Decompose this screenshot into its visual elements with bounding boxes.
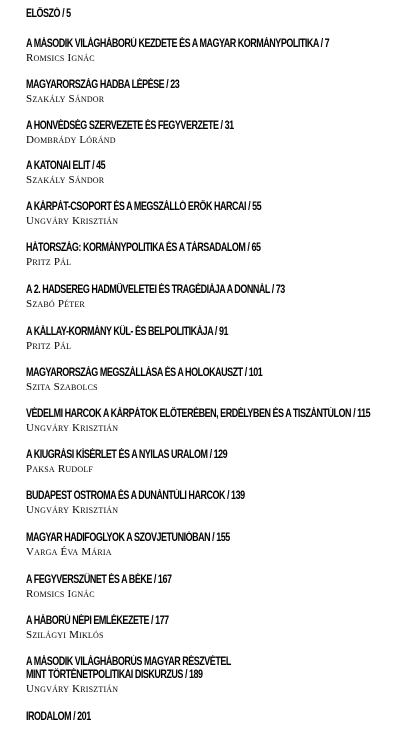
toc-entry: [26, 242, 406, 269]
toc-entry-author: Dombrády Lóránd: [26, 134, 116, 146]
toc-entry-author: Romsics Ignác: [26, 588, 95, 600]
toc-entry: [26, 79, 406, 106]
toc-entry-author: Szabó Péter: [26, 298, 85, 310]
toc-entry-title: A KÁRPÁT-CSOPORT ÉS A MEGSZÁLLÓ ERŐK HARCAI / 55: [26, 201, 262, 213]
toc-entry: [26, 38, 406, 65]
toc-entry-title: A HÁBORÚ NÉPI EMLÉKEZETE / 177: [26, 615, 169, 627]
toc-entry-title: VÉDELMI HARCOK A KÁRPÁTOK ELŐTERÉBEN, ERDÉLYBEN ÉS A TISZÁNTÚLON / 115: [26, 408, 371, 420]
toc-entry-title: ELŐSZÓ / 5: [26, 8, 71, 20]
toc-entry-title: IRODALOM / 201: [26, 711, 91, 723]
toc-entry-author: Szilágyi Miklós: [26, 629, 104, 641]
toc-entry: [26, 8, 406, 21]
toc-entry-author: Romsics Ignác: [26, 52, 95, 64]
toc-entry-author: Pritz Pál: [26, 256, 72, 268]
toc-entry-author: Szita Szabolcs: [26, 381, 98, 393]
toc-entry: [26, 120, 406, 147]
toc-entry: [26, 284, 406, 311]
toc-entry-author: Varga Éva Mária: [26, 546, 112, 558]
toc-entry-title: A KATONAI ELIT / 45: [26, 160, 106, 172]
toc-entry-title: MAGYARORSZÁG MEGSZÁLLÁSA ÉS A HOLOKAUSZT / 101: [26, 367, 263, 379]
toc-entry-author: Szakály Sándor: [26, 93, 105, 105]
toc-entry: [26, 490, 406, 517]
toc-entry-title: BUDAPEST OSTROMA ÉS A DUNÁNTÚLI HARCOK / 139: [26, 490, 245, 502]
toc-entry-author: Ungváry Krisztián: [26, 422, 119, 434]
toc-entry-title: A FEGYVERSZÜNET ÉS A BÉKE / 167: [26, 574, 172, 586]
toc-entry: [26, 449, 406, 476]
toc-entry-title: MAGYAR HADIFOGLYOK A SZOVJETUNIÓBAN / 155: [26, 532, 230, 544]
toc-entry-author: Paksa Rudolf: [26, 463, 94, 475]
toc-entry: [26, 574, 406, 601]
toc-entry-author: Ungváry Krisztián: [26, 504, 119, 516]
toc-entry: [26, 615, 406, 642]
toc-entry: [26, 367, 406, 394]
toc-entry: [26, 326, 406, 353]
toc-entry: [26, 532, 406, 559]
toc-entry: [26, 656, 406, 696]
toc-entry-author: Szakály Sándor: [26, 174, 105, 186]
toc-entry-title: A KIUGRÁSI KÍSÉRLET ÉS A NYILAS URALOM / 129: [26, 449, 228, 461]
toc-entry: [26, 201, 406, 228]
toc-entry: [26, 408, 406, 435]
toc-entry: [26, 711, 406, 724]
toc-entry-author: Ungváry Krisztián: [26, 215, 119, 227]
toc-entry-title: A HONVÉDSÉG SZERVEZETE ÉS FEGYVERZETE / 31: [26, 120, 234, 132]
toc-entry-title: A MÁSODIK VILÁGHÁBORÚ KEZDETE ÉS A MAGYAR KORMÁNYPOLITIKA / 7: [26, 38, 330, 50]
toc-entry-title: MAGYARORSZÁG HADBA LÉPÉSE / 23: [26, 79, 180, 91]
toc-entry-author: Pritz Pál: [26, 340, 72, 352]
toc-entry-title: HÁTORSZÁG: KORMÁNYPOLITIKA ÉS A TÁRSADALOM / 65: [26, 242, 261, 254]
toc-entry-title: A KÁLLAY-KORMÁNY KÜL- ÉS BELPOLITIKÁJA / 91: [26, 326, 228, 338]
toc-entry-title: A MÁSODIK VILÁGHÁBORÚS MAGYAR RÉSZVÉTEL: [26, 656, 231, 668]
toc-entry-title: A 2. HADSEREG HADMŰVELETEI ÉS TRAGÉDIÁJA A DONNÁL / 73: [26, 284, 285, 296]
toc-entry-author: Ungváry Krisztián: [26, 683, 119, 695]
toc-entry-title-continued: MINT TÖRTÉNETPOLITIKAI DISKURZUS / 189: [26, 669, 203, 681]
toc-entry: [26, 160, 406, 187]
